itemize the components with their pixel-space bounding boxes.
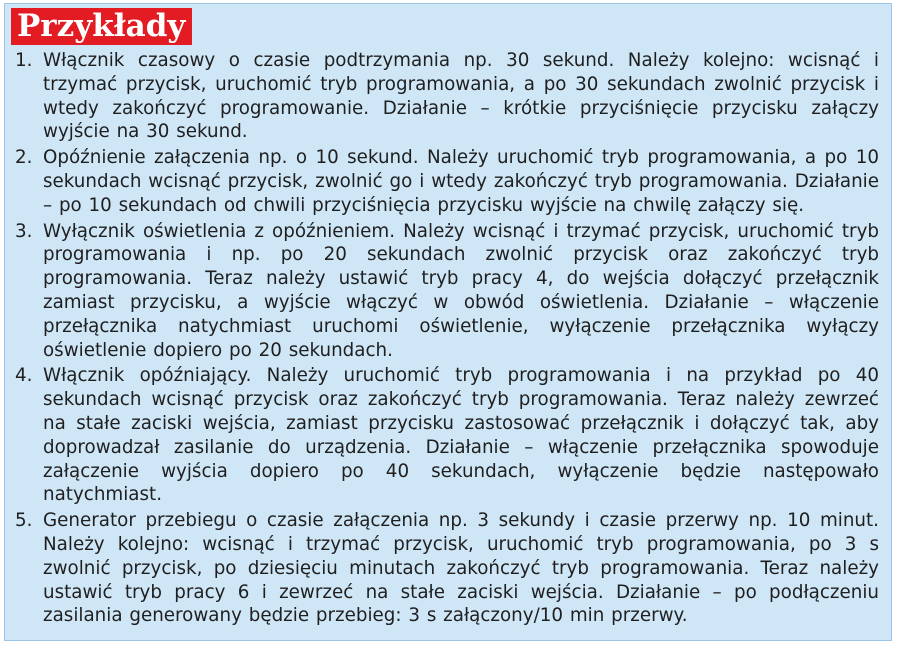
item-text: Opóźnienie załączenia np. o 10 sekund. Należy uruchomić tryb programowania, a po 10 sekundach wcisnąć przycisk, zwolnić go i wtedy zakończyć tryb programowania. Działanie – po 10 sekundach od chwili przyciśnięcia przycisku wyjście na chwilę załączy się. — [43, 147, 879, 216]
list-item — [15, 49, 879, 144]
item-text: Wyłącznik oświetlenia z opóźnieniem. Należy wcisnąć i trzymać przycisk, uruchomić tryb programowania i np. po 20 sekundach zwolnić przycisk oraz zakończyć tryb programowania. Teraz należy ustawić tryb pracy 4, do wejścia dołączyć przełącznik zamiast przycisku, a wyjście włączyć w obwód oświetlenia. Działanie – włączenie przełącznika natychmiast uruchomi oświetlenie, wyłączenie przełącznika wyłączy oświetlenie dopiero po 20 sekundach. — [43, 220, 879, 361]
item-text: Generator przebiegu o czasie załączenia np. 3 sekundy i czasie przerwy np. 10 minut. Należy kolejno: wcisnąć i trzymać przycisk, uruchomić tryb programowania, po 3 s zwolnić przycisk, po dziesięciu minutach zakończyć tryb programowania. Teraz należy ustawić tryb pracy 6 i zewrzeć na stałe zaciski wejścia. Działanie – po podłączeniu zasilania generowany będzie przebieg: 3 s załączony/10 min przerwy. — [43, 510, 879, 627]
list-item — [15, 364, 879, 507]
list-item — [15, 509, 879, 628]
item-text: Włącznik czasowy o czasie podtrzymania np. 30 sekund. Należy kolejno: wcisnąć i trzymać przycisk, uruchomić tryb programowania, a po 30 sekundach zwolnić przycisk i wtedy zakończyć programowanie. Działanie – krótkie przyciśnięcie przycisku załączy wyjście na 30 sekund. — [43, 50, 879, 143]
list-item — [15, 220, 879, 363]
item-number: 4. — [15, 365, 33, 387]
examples-box — [4, 3, 892, 641]
examples-list — [15, 49, 879, 630]
item-number: 2. — [15, 147, 33, 169]
list-item — [15, 146, 879, 217]
item-number: 1. — [15, 50, 33, 71]
section-title: Przykłady — [11, 8, 192, 45]
item-text: Włącznik opóźniający. Należy uruchomić tryb programowania i na przykład po 40 sekundach wcisnąć przycisk oraz zakończyć tryb programowania. Teraz należy zewrzeć na stałe zaciski wejścia, zamiast przycisku zastosować przełącznik i dołączyć tak, aby doprowadzał zasilanie do urządzenia. Działanie – włączenie przełącznika spowoduje załączenie wyjścia dopiero po 40 sekundach, wyłączenie będzie następowało natychmiast. — [43, 365, 879, 506]
item-number: 3. — [15, 220, 33, 242]
item-number: 5. — [15, 510, 33, 532]
